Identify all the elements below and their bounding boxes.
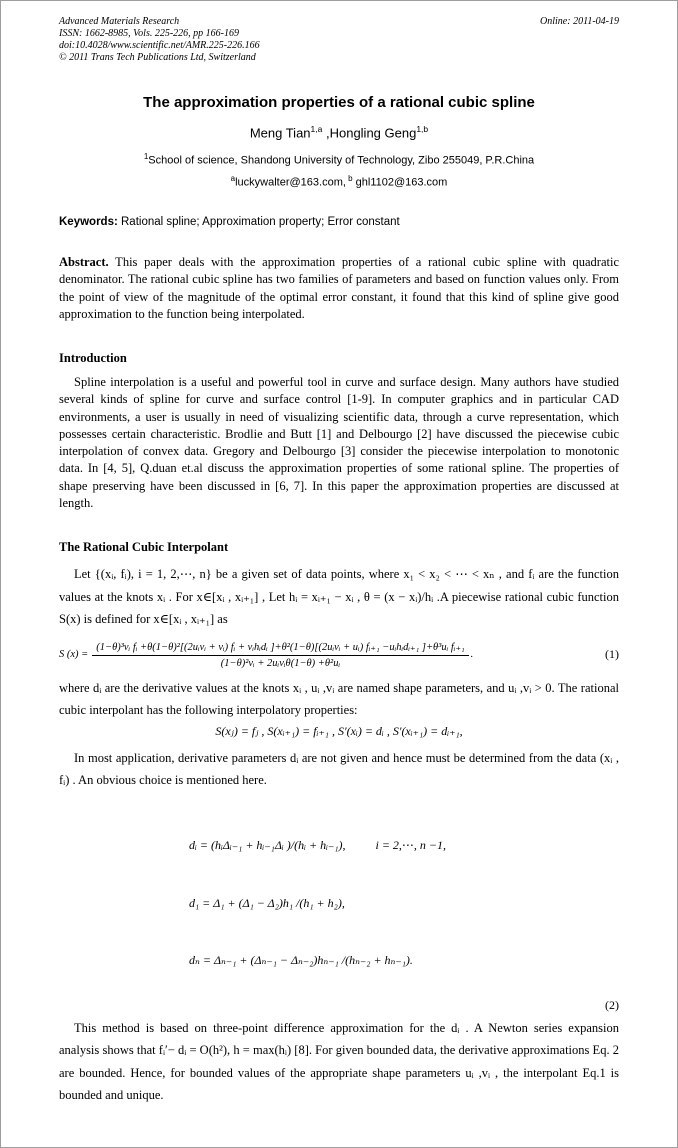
equation-2 (59, 798, 619, 1012)
email-sup-b: b (345, 173, 353, 183)
closing-paragraph: This method is based on three-point difference approximation for the dᵢ . A Newton series expansion analysis shows that fᵢ′− dᵢ = O(h²), h = max(hᵢ) [8]. For given bounded data, the derivative approximations Eq. 2 are bounded. Hence, for bounded values of the appropriate shape parameters uᵢ ,vᵢ , the interpolant Eq.1 is bounded and unique. (59, 1020, 619, 1103)
authors-line (59, 124, 619, 140)
journal-info-block (59, 16, 260, 64)
abstract-label: Abstract. (59, 255, 109, 270)
interpolatory-properties-line: S(xⱼ) = fⱼ , S(xᵢ₊₁) = fᵢ₊₁ , S′(xᵢ) = dᵢ , S′(xᵢ₊₁) = dᵢ₊₁, (215, 723, 463, 738)
author-sup-1: 1,a (310, 124, 323, 134)
eq1-period: . (470, 649, 474, 661)
abstract-paragraph (59, 254, 619, 323)
email-address-b: ghl1102@163.com (352, 176, 448, 189)
eq2-lines-block (189, 798, 619, 1009)
eq2-line-1: dᵢ = (hᵢΔᵢ₋₁ + hᵢ₋₁Δᵢ )/(hᵢ + hᵢ₋₁), i = 2,⋯, n −1, (189, 838, 447, 853)
eq1-denominator: (1−θ)²vᵢ + 2uᵢvᵢθ(1−θ) +θ²uᵢ (220, 657, 341, 669)
keywords-label: Keywords: (59, 215, 118, 228)
eq2-line-3: dₙ = Δₙ₋₁ + (Δₙ₋₁ − Δₙ₋₂)hₙ₋₁ /(hₙ₋₂ + hₙ₋₁). (189, 953, 413, 968)
doi-line: doi:10.4028/www.scientific.net/AMR.225-226.166 (59, 40, 260, 51)
affiliation-text: School of science, Shandong University of Technology, Zibo 255049, P.R.China (148, 154, 535, 167)
section-heading-rational-cubic-interpolant: The Rational Cubic Interpolant (59, 540, 229, 555)
email-sup-a: a (230, 173, 236, 183)
journal-header (59, 16, 619, 64)
online-date: Online: 2011-04-19 (540, 16, 619, 27)
interpolant-intro-paragraph: Let {(xᵢ, fᵢ), i = 1, 2,⋯, n} be a given set of data points, where x₁ < x₂ < ⋯ < xₙ , and fᵢ are the function values at the knots xᵢ . For x∈[xᵢ , xᵢ₊₁] , Let hᵢ = xᵢ₊₁ − xᵢ , θ = (x − xᵢ)/hᵢ .A piecewise rational cubic function S(x) is defined for x∈[xᵢ , xᵢ₊₁] as (59, 567, 619, 627)
email-address-a: luckywalter@163.com, (235, 176, 346, 189)
emails-line (59, 174, 619, 189)
author-name-1: Meng Tian (249, 125, 311, 141)
affiliation-line (59, 152, 619, 167)
eq1-numerator: (1−θ)³vᵢ fᵢ +θ(1−θ)²[(2uᵢvᵢ + vᵢ) fᵢ + vᵢhᵢdᵢ ]+θ²(1−θ)[(2uᵢvᵢ + uᵢ) fᵢ₊₁ −uᵢhᵢdᵢ₊₁ ]+θ³uᵢ fᵢ₊₁ (92, 641, 468, 656)
eq2-number: (2) (605, 997, 619, 1012)
issn-line: ISSN: 1662-8985, Vols. 225-226, pp 166-169 (59, 28, 239, 39)
author-sup-2: 1,b (416, 124, 429, 134)
eq1-number: (1) (605, 647, 619, 662)
eq1-lhs: S (x) = (59, 649, 89, 661)
equation-1 (59, 641, 619, 669)
introduction-paragraph: Spline interpolation is a useful and powerful tool in curve and surface design. Many authors have studied several kinds of spline for curve and surface control [1-9]. In computer graphics and in particular CAD environments, a user is usually in need of visualizing scientific data, through a curve representation, which possesses certain characteristic. Brodlie and Butt [1] and Delbourgo [2] have discussed the piecewise cubic interpolation of convex data. Gregory and Delbourgo [3] consider the piecewise interpolation to monotonic data. In [4, 5], Q.duan et.al discuss the approximation properties of some rational spline. The properties of shape preserving have been discussed in [6, 7]. In this paper the approximation properties are discussed at length. (59, 375, 619, 510)
section-heading-introduction: Introduction (59, 351, 127, 366)
where-paragraph: where dᵢ are the derivative values at the knots xᵢ , uᵢ ,vᵢ are named shape parameters, and uᵢ ,vᵢ > 0. The rational cubic interpolant has the following interpolatory properties: (59, 680, 619, 718)
copyright-line: © 2011 Trans Tech Publications Ltd, Switzerland (59, 52, 256, 63)
author-separator: , (322, 125, 330, 141)
eq2-line-2: d₁ = Δ₁ + (Δ₁ − Δ₂)h₁ /(h₁ + h₂), (189, 895, 345, 910)
affiliation-sup: 1 (143, 152, 149, 162)
keywords-text: Rational spline; Approximation property; Error constant (117, 215, 400, 228)
paper-title: The approximation properties of a rational cubic spline (143, 94, 535, 111)
derivative-paragraph: In most application, derivative parameters dᵢ are not given and hence must be determined from the data (xᵢ , fᵢ) . An obvious choice is mentioned here. (59, 750, 619, 788)
author-name-2: Hongling Geng (329, 125, 417, 141)
journal-name: Advanced Materials Research (59, 16, 180, 27)
eq1-fraction (92, 641, 468, 669)
abstract-text: This paper deals with the approximation properties of a rational cubic spline with quadratic denominator. The rational cubic spline has two families of parameters and based on function values only. From the point of view of the magnitude of the optimal error constant, it found that this kind of spline give good approximation to the function being interpolated. (59, 255, 619, 321)
keywords-line (59, 215, 619, 231)
